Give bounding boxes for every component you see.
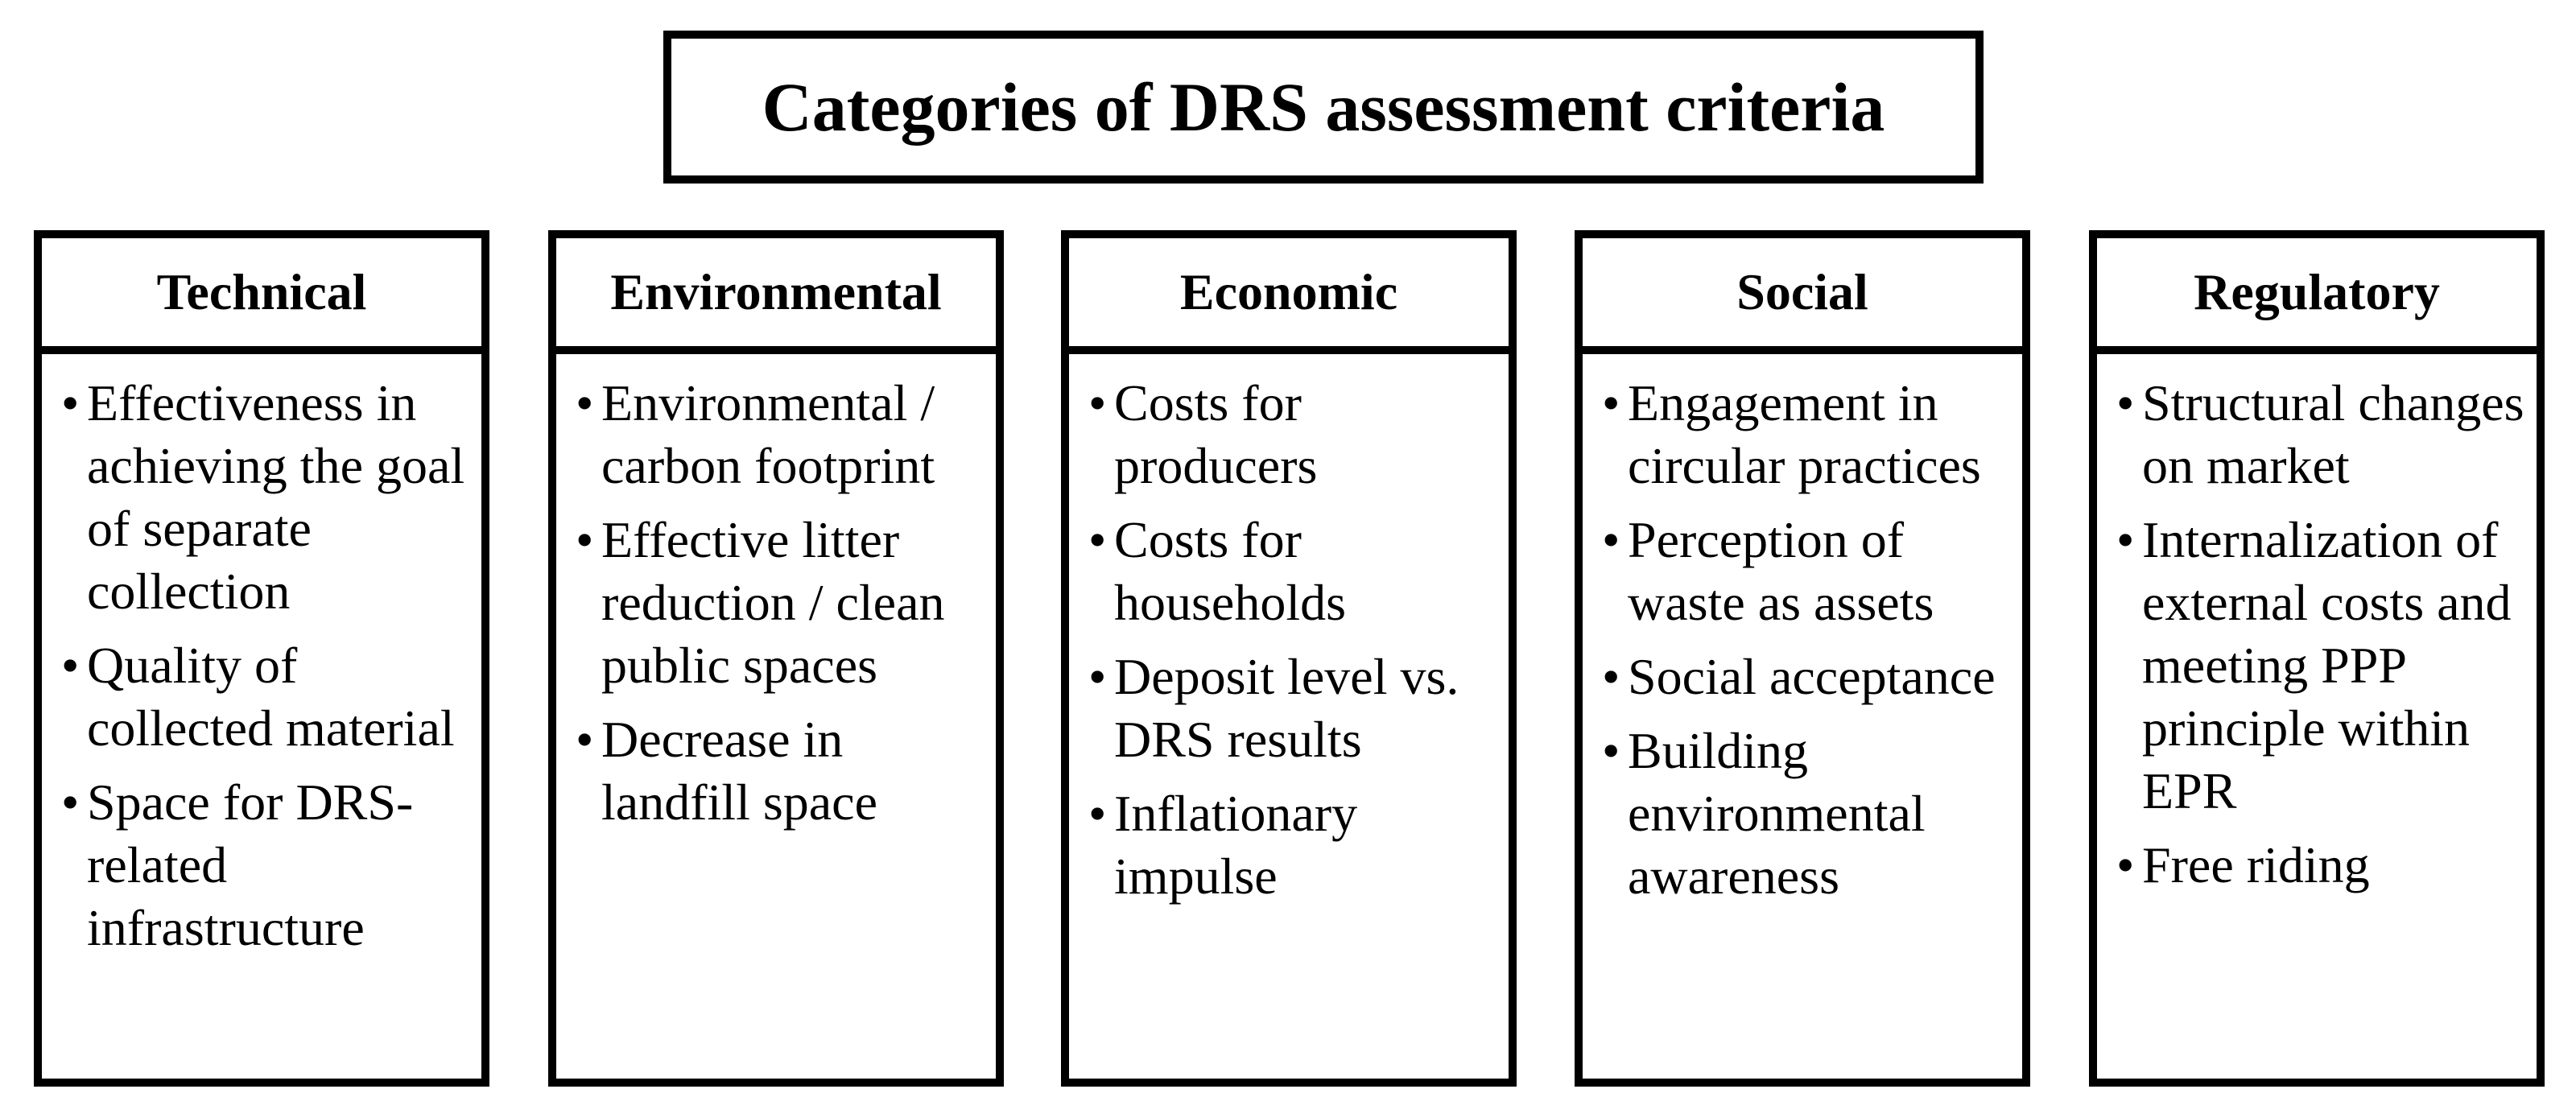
bullet-icon: • (2116, 374, 2135, 431)
criteria-item (58, 634, 473, 760)
criteria-list (42, 354, 481, 959)
criteria-item (2113, 372, 2529, 497)
category-title: Regulatory (2194, 263, 2440, 320)
diagram-title: Categories of DRS assessment criteria (762, 68, 1885, 146)
criteria-item (572, 708, 988, 834)
criteria-item (1599, 509, 2014, 634)
bullet-icon: • (1602, 511, 1620, 568)
category-title: Technical (156, 263, 367, 320)
bullet-icon: • (1602, 374, 1620, 431)
bullet-icon: • (1602, 648, 1620, 705)
criteria-text: Engagement in circular practices (1628, 374, 1981, 494)
criteria-text: Building environmental awareness (1628, 722, 1926, 905)
category-economic (1061, 230, 1517, 1087)
criteria-item (572, 372, 988, 497)
criteria-text: Costs for households (1114, 511, 1346, 631)
criteria-text: Space for DRS-related infrastructure (87, 774, 414, 956)
bullet-icon: • (61, 774, 80, 831)
bullet-icon: • (1088, 374, 1107, 431)
criteria-item (1599, 720, 2014, 908)
criteria-text: Effectiveness in achieving the goal of separate collection (87, 374, 465, 620)
criteria-item (572, 509, 988, 697)
criteria-item (1085, 509, 1501, 634)
criteria-item (1085, 372, 1501, 497)
bullet-icon: • (576, 711, 594, 768)
criteria-text: Structural changes on market (2142, 374, 2524, 494)
criteria-text: Social acceptance (1628, 648, 1996, 705)
bullet-icon: • (61, 374, 80, 431)
criteria-item (1599, 646, 2014, 708)
diagram-title-box (663, 31, 1984, 184)
criteria-text: Effective litter reduction / clean public spaces (601, 511, 945, 694)
category-title: Social (1736, 263, 1868, 320)
criteria-list (1069, 354, 1509, 908)
bullet-icon: • (2116, 511, 2135, 568)
category-header (2097, 238, 2537, 354)
bullet-icon: • (1088, 785, 1107, 842)
category-header (556, 238, 996, 354)
bullet-icon: • (1088, 511, 1107, 568)
bullet-icon: • (576, 511, 594, 568)
criteria-text: Free riding (2142, 836, 2370, 893)
criteria-item (2113, 509, 2529, 823)
criteria-text: Perception of waste as assets (1628, 511, 1934, 631)
category-environmental (548, 230, 1004, 1087)
category-header (42, 238, 481, 354)
criteria-text: Costs for producers (1114, 374, 1318, 494)
criteria-item (1085, 782, 1501, 908)
category-title: Economic (1179, 263, 1398, 320)
category-header (1069, 238, 1509, 354)
criteria-text: Quality of collected material (87, 637, 455, 757)
bullet-icon: • (1602, 722, 1620, 779)
criteria-item (58, 372, 473, 623)
criteria-list (2097, 354, 2537, 897)
criteria-text: Deposit level vs. DRS results (1114, 648, 1459, 768)
bullet-icon: • (2116, 836, 2135, 893)
category-technical (34, 230, 489, 1087)
bullet-icon: • (1088, 648, 1107, 705)
bullet-icon: • (61, 637, 80, 694)
category-social (1575, 230, 2030, 1087)
criteria-item (1085, 646, 1501, 771)
category-header (1583, 238, 2022, 354)
category-title: Environmental (610, 263, 942, 320)
criteria-text: Decrease in landfill space (601, 711, 877, 831)
bullet-icon: • (576, 374, 594, 431)
criteria-text: Internalization of external costs and meeting PPP principle within EPR (2142, 511, 2512, 819)
criteria-item (2113, 834, 2529, 897)
criteria-text: Environmental / carbon footprint (601, 374, 935, 494)
category-regulatory (2089, 230, 2545, 1087)
criteria-item (1599, 372, 2014, 497)
criteria-list (1583, 354, 2022, 908)
criteria-item (58, 771, 473, 959)
criteria-text: Inflationary impulse (1114, 785, 1358, 905)
criteria-list (556, 354, 996, 834)
